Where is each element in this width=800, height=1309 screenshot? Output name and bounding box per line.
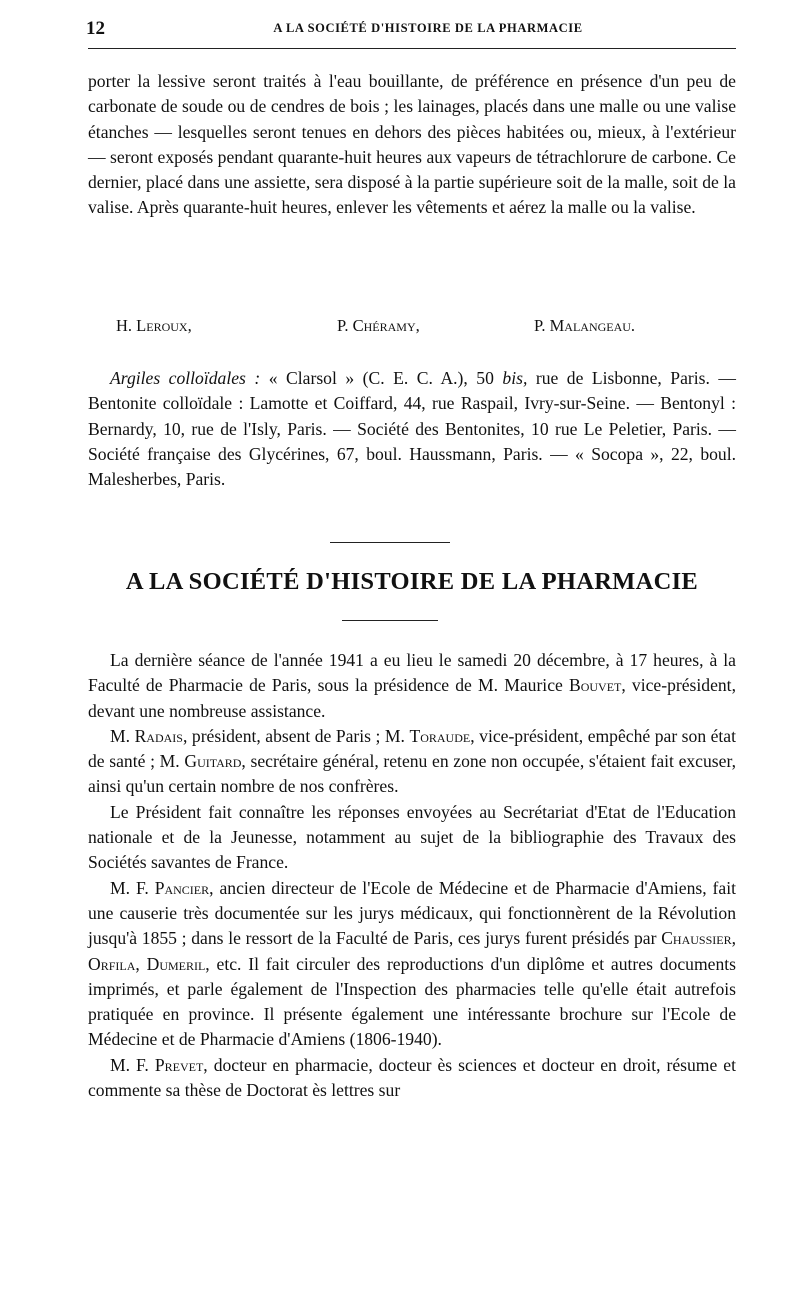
signature-malangeau: P. Malangeau. [534, 316, 636, 335]
argiles-block [88, 366, 736, 492]
argiles-paragraph: Argiles colloïdales : « Clarsol » (C. E. C. A.), 50 bis, rue de Lisbonne, Paris. —Bentonite colloïdale : Lamotte et Coiffard, 44, rue Raspail, Ivry-sur-Seine. — Bentonyl : Bernardy, 10, rue de l'Isly, Paris. — Société des Bentonites, 10 rue Le Peletier, Paris. — Société française des Glycérines, 67, boul. Haussmann, Paris. — « Socopa », 22, boul. Malesherbes, Paris. [88, 368, 736, 490]
signature-cheramy: P. Chéramy, [337, 316, 420, 335]
argiles-label: Argiles colloïdales : [110, 368, 261, 388]
section-body [88, 648, 736, 1103]
page-number: 12 [86, 18, 105, 39]
paragraph-president: Le Président fait connaître les réponses envoyées au Secrétariat d'Etat de l'Education nationale et de la Jeunesse, notamment au sujet de la bibliographie des Travaux des Sociétés savantes de France. [88, 801, 736, 873]
header-rule [88, 48, 736, 49]
paragraph-prevet: M. F. Prevet, docteur en pharmacie, docteur ès sciences et docteur en droit, résume et commente sa thèse de Doctorat ès lettres sur [88, 1054, 736, 1101]
title-underline-rule [342, 620, 438, 621]
section-title: A LA SOCIÉTÉ D'HISTOIRE DE LA PHARMACIE [125, 568, 699, 595]
continuation-paragraph: porter la lessive seront traités à l'eau bouillante, de préférence en présence d'un peu de carbonate de soude ou de cendres de bois ; les lainages, placés dans une malle ou une valise étanches — lesquelles seront tenues en dehors des pièces habitées ou, mieux, à l'extérieur — seront exposés pendant quarante-huit heures aux vapeurs de tétrachlorure de carbone. Ce dernier, placé dans une assiette, sera disposé à la partie supérieure soit de la malle, soit de la valise. Après quarante-huit heures, enlever les vêtements et aérez la malle ou la valise. [88, 71, 736, 218]
running-title: A LA SOCIÉTÉ D'HISTOIRE DE LA PHARMACIE [273, 21, 583, 35]
running-head [88, 18, 736, 42]
paragraph-excuses: M. Radais, président, absent de Paris ; M. Toraude, vice-président, empêché par son état de santé ; M. Guitard, secrétaire général, retenu en zone non occupée, s'étaient fait excuser, ainsi qu'un certain nombre de nos confrères. [88, 725, 737, 797]
continuation-block [88, 69, 736, 221]
section-divider-rule [330, 542, 450, 543]
signature-leroux: H. Leroux, [116, 316, 192, 335]
signature-row [88, 316, 736, 342]
paragraph-seance: La dernière séance de l'année 1941 a eu lieu le samedi 20 décembre, à 17 heures, à la Faculté de Pharmacie de Paris, sous la présidence de M. Maurice Bouvet, vice-président, devant une nombreuse assistance. [88, 650, 736, 721]
paragraph-pancier: M. F. Pancier, ancien directeur de l'Ecole de Médecine et de Pharmacie d'Amiens, fait une causerie très documentée sur les jurys médicaux, qui fonctionnèrent de la Révolution jusqu'à 1855 ; dans le ressort de la Faculté de Paris, ces jurys furent présidés par Chaussier, Orfila, Dumeril, etc. Il fait circuler des reproductions d'un diplôme et autres documents imprimés, et parle également de l'Inspection des pharmacies telle qu'elle était autrefois pratiquée en province. Il présente également une intéressante brochure sur l'Ecole de Médecine et de Pharmacie d'Amiens (1806-1940). [88, 877, 736, 1050]
